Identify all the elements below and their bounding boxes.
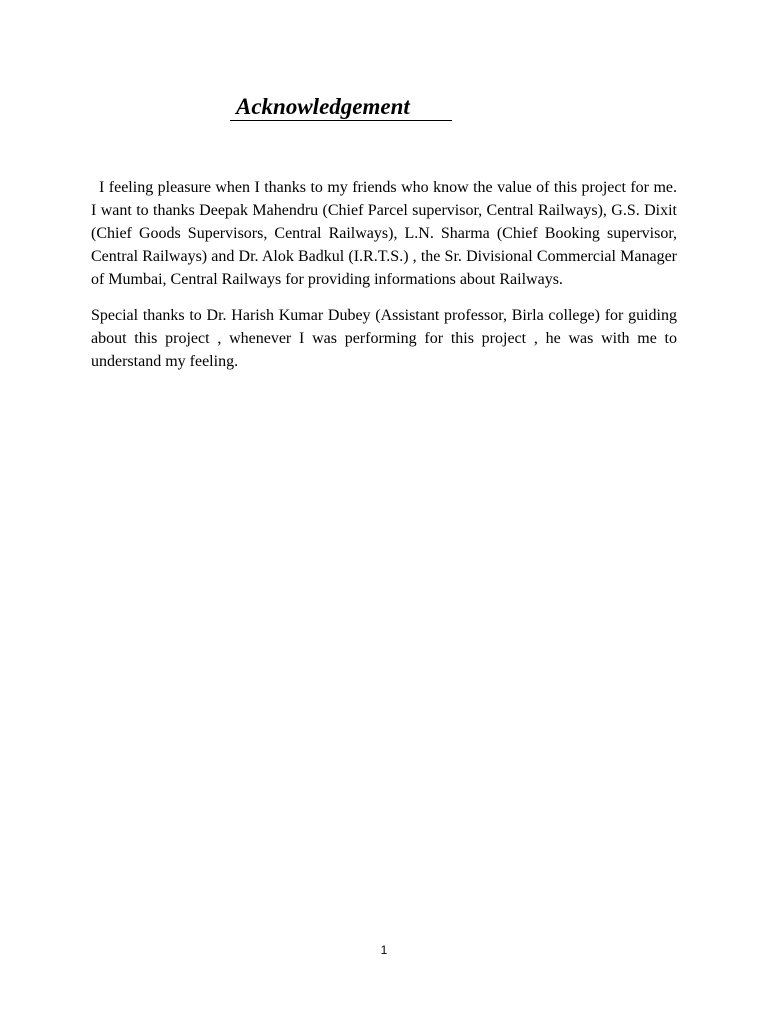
page-title: Acknowledgement <box>236 94 410 119</box>
paragraph-1: I feeling pleasure when I thanks to my friends who know the value of this project for me. I want to thanks Deepak Mahendru (Chief Parcel supervisor, Central Railways), G.S. Dixit (Chief Goods Supervisors, Central Railways), L.N. Sharma (Chief Booking supervisor, Central Railways) and Dr. Alok Badkul (I.R.T.S.) , the Sr. Divisional Commercial Manager of Mumbai, Central Railways for providing informations about Railways. <box>91 179 677 288</box>
body-text <box>91 176 677 386</box>
heading-underline <box>230 94 452 121</box>
paragraph-2: Special thanks to Dr. Harish Kumar Dubey (Assistant professor, Birla college) for guiding about this project , whenever I was performing for this project , he was with me to understand my feeling. <box>91 307 677 370</box>
page-number: 1 <box>380 943 388 957</box>
